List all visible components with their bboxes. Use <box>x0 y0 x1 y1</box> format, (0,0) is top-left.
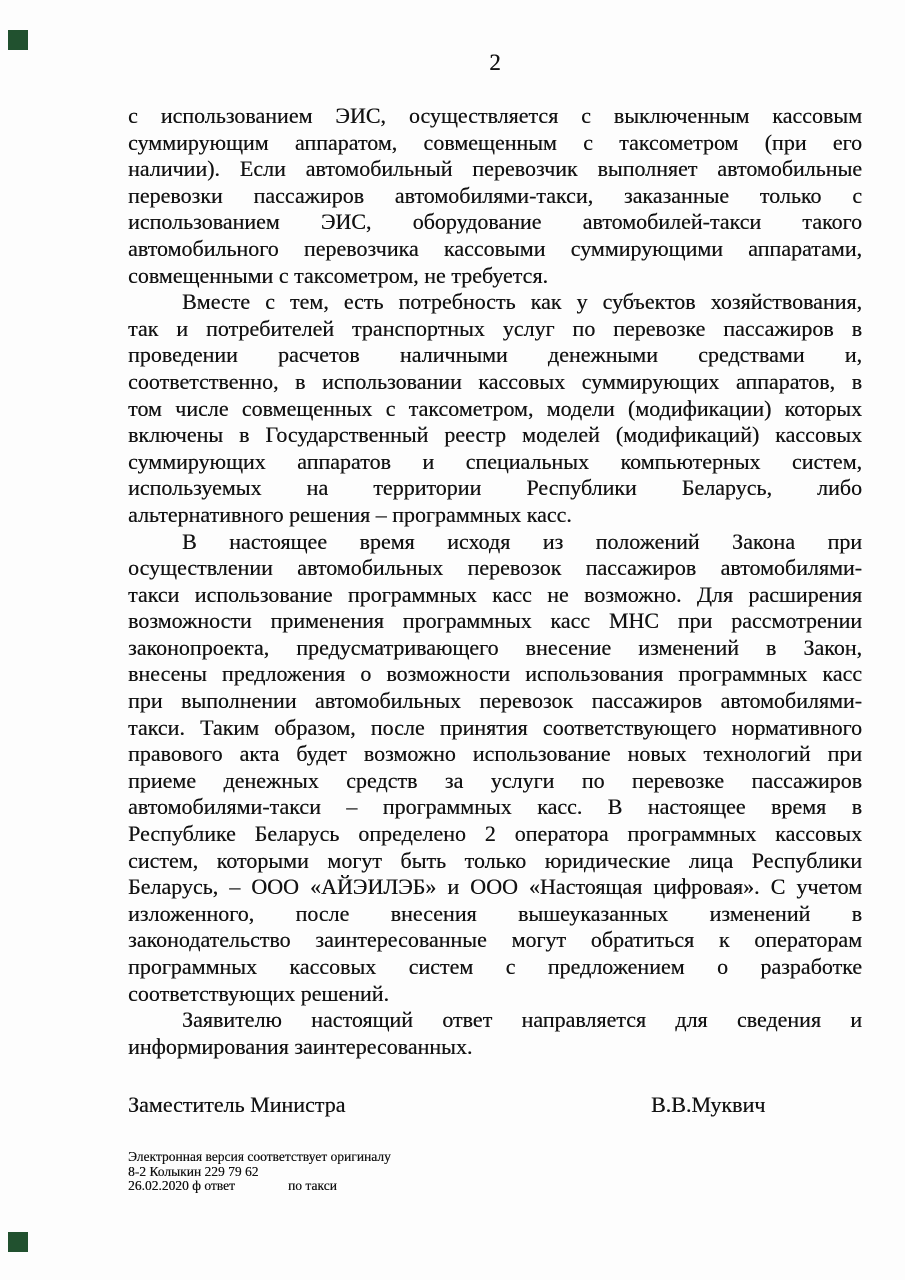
paragraph <box>128 529 862 1008</box>
corner-marker-top <box>8 30 28 50</box>
text-line: приеме денежных средств за услуги по перевозке пассажиров <box>128 767 862 793</box>
footer-line-3-right: по такси <box>288 1178 337 1194</box>
signature-title: Заместитель Министра <box>128 1092 346 1117</box>
text-line: альтернативного решения – программных касс. <box>128 501 572 527</box>
text-line: систем, которыми могут быть только юридические лица Республики <box>128 847 862 873</box>
text-line: использованием ЭИС, оборудование автомобилей-такси такого <box>128 209 862 235</box>
text-line: правового акта будет возможно использование новых технологий при <box>128 741 862 767</box>
text-line: соответствующих решений. <box>128 980 389 1006</box>
text-line: суммирующих аппаратов и специальных компьютерных систем, <box>128 448 862 474</box>
corner-marker-bottom <box>8 1232 28 1252</box>
text-line: перевозки пассажиров автомобилями-такси, заказанные только с <box>128 182 862 208</box>
text-line: такси использование программных касс не возможно. Для расширения <box>128 581 862 607</box>
text-line: такси. Таким образом, после принятия соответствующего нормативного <box>128 714 862 740</box>
text-line: так и потребителей транспортных услуг по перевозке пассажиров в <box>128 315 862 341</box>
text-line: при выполнении автомобильных перевозок пассажиров автомобилями- <box>128 688 862 714</box>
text-line: проведении расчетов наличными денежными средствами и, <box>128 342 862 368</box>
text-line: используемых на территории Республики Беларусь, либо <box>128 475 862 501</box>
text-line: с использованием ЭИС, осуществляется с выключенным кассовым <box>128 103 862 128</box>
text-line: внесены предложения о возможности использования программных касс <box>128 661 862 687</box>
paragraph <box>128 289 862 528</box>
text-line: Заявителю настоящий ответ направляется для сведения и <box>182 1007 862 1033</box>
signature-name: В.В.Муквич <box>651 1092 766 1117</box>
footer-line-1: Электронная версия соответствует оригиналу <box>128 1149 391 1164</box>
text-line: соответственно, в использовании кассовых суммирующих аппаратов, в <box>128 368 862 394</box>
footer-line-3-left: 26.02.2020 ф ответ <box>128 1178 235 1194</box>
text-line: автомобилями-такси – программных касс. В настоящее время в <box>128 794 862 820</box>
text-line: Беларусь, – ООО «АЙЭИЛЭБ» и ООО «Настоящая цифровая». С учетом <box>128 874 862 900</box>
text-line: включены в Государственный реестр моделей (модификаций) кассовых <box>128 422 862 448</box>
text-line: суммирующим аппаратом, совмещенным с таксометром (при его <box>128 129 862 155</box>
text-line: информирования заинтересованных. <box>128 1033 473 1059</box>
page-number: 2 <box>489 50 501 75</box>
text-line: том числе совмещенных с таксометром, модели (модификации) которых <box>128 395 862 421</box>
paragraph <box>128 1007 862 1060</box>
text-line: программных кассовых систем с предложением о разработке <box>128 954 862 979</box>
text-line: осуществлении автомобильных перевозок пассажиров автомобилями- <box>128 555 862 581</box>
document-footer <box>128 1150 628 1194</box>
text-line: совмещенными с таксометром, не требуется. <box>128 262 548 288</box>
text-line: В настоящее время исходя из положений Закона при <box>182 528 862 554</box>
text-line: законопроекта, предусматривающего внесение изменений в Закон, <box>128 634 862 660</box>
text-line: Республике Беларусь определено 2 оператора программных кассовых <box>128 821 862 847</box>
text-line: наличии). Если автомобильный перевозчик выполняет автомобильные <box>128 156 862 182</box>
paragraph <box>128 103 862 289</box>
text-line: автомобильного перевозчика кассовыми суммирующими аппаратами, <box>128 235 862 261</box>
footer-line-3 <box>128 1179 628 1194</box>
text-line: законодательство заинтересованные могут обратиться к операторам <box>128 927 862 953</box>
signature-row <box>128 1091 862 1118</box>
text-line: изложенного, после внесения вышеуказанных изменений в <box>128 900 862 926</box>
body-text <box>128 103 862 1060</box>
text-line: возможности применения программных касс МНС при рассмотрении <box>128 608 862 634</box>
text-line: Вместе с тем, есть потребность как у субъектов хозяйствования, <box>182 289 862 315</box>
footer-line-2: 8-2 Колыкин 229 79 62 <box>128 1163 259 1179</box>
